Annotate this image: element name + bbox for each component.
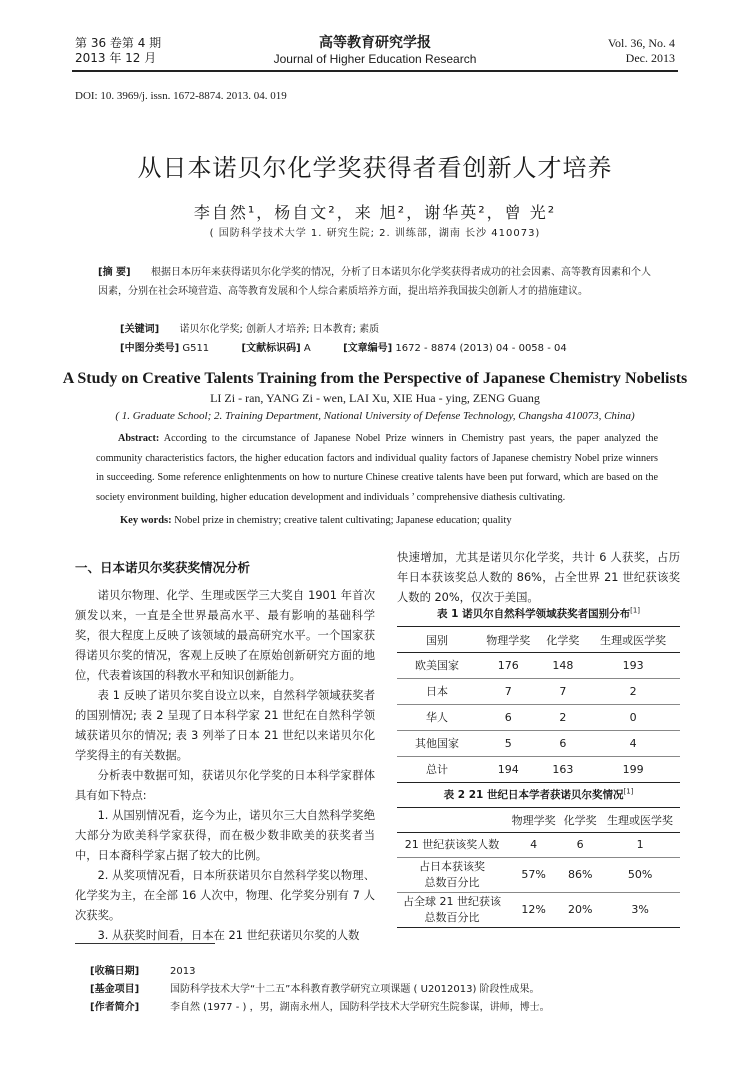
authors-en: LI Zi - ran, YANG Zi - wen, LAI Xu, XIE Hua - ying, ZENG Guang [210, 391, 540, 405]
footnote [90, 981, 550, 999]
keywords-en-label: Key words: [120, 515, 172, 526]
table-cell: 总计 [426, 762, 448, 776]
table-header-cell: 物理学奖 [477, 627, 539, 653]
table-cell: 86% [560, 858, 600, 893]
paper-title-en: A Study on Creative Talents Training from the Perspective of Japanese Chemistry Nobelists [62, 370, 688, 387]
header-rule [72, 70, 678, 72]
table-cell: 占日本获该奖 总数百分比 [397, 858, 507, 893]
footnote-text: 国防科学技术大学“十二五”本科教育教学研究立项课题 ( U2012013) 阶段性成果。 [170, 984, 540, 995]
clc-label: [中图分类号] [120, 343, 180, 354]
table-row [397, 705, 680, 731]
paper-title-cn: 从日本诺贝尔化学奖获得者看创新人才培养 [137, 154, 613, 182]
table-cell: 20% [567, 903, 593, 916]
table-cell: 其他国家 [397, 731, 477, 757]
journal-name-en: Journal of Higher Education Research [273, 52, 477, 66]
table-header-row [397, 808, 680, 833]
table-cell: 0 [586, 705, 680, 731]
volume-cn: 第 36 卷第 4 期 [75, 36, 162, 50]
table-row [397, 731, 680, 757]
footnote-label: [基金项目] [90, 984, 140, 995]
paragraph: 分析表中数据可知，获诺贝尔化学奖的日本科学家群体具有如下特点: [75, 769, 375, 802]
footnotes [90, 963, 550, 1017]
table-header-cell [397, 808, 507, 833]
table-cell: 2 [539, 705, 586, 731]
table-header-cell: 物理学奖 [507, 808, 560, 833]
table-cell: 21 世纪获该奖人数 [397, 833, 507, 858]
table-header-row [397, 627, 680, 653]
table-header-cell: 化学奖 [560, 808, 600, 833]
table-cell: 华人 [397, 705, 477, 731]
doi: DOI: 10. 3969/j. issn. 1672-8874. 2013. 04. 019 [75, 90, 287, 102]
keywords-cn-label: [关键词] [120, 324, 160, 335]
table-row [397, 833, 680, 858]
table1-caption: 表 1 诺贝尔自然科学领域获奖者国别分布[1] [436, 606, 641, 620]
table-cell: 7 [477, 679, 539, 705]
doc-code-value: A [303, 343, 311, 354]
date-en: Dec. 2013 [625, 51, 675, 65]
table-cell: 7 [539, 679, 586, 705]
footnote-text: 2013 [170, 966, 196, 977]
table-cell: 6 [560, 833, 600, 858]
paragraph: 1. 从国别情况看，迄今为止，诺贝尔三大自然科学奖绝大部分为欧美科学家获得，而在极少数非欧美的获奖者当中，日本裔科学家占据了较大的比例。 [75, 809, 375, 862]
paragraph: 3. 从获奖时间看，日本在 21 世纪获诺贝尔奖的人数 [97, 929, 360, 942]
table-cell: 1 [600, 833, 680, 858]
table-header-cell: 生理或医学奖 [586, 627, 680, 653]
table-cell: 193 [586, 653, 680, 679]
table2 [397, 807, 680, 928]
table2-citation: [1] [623, 787, 634, 796]
section-heading: 一、日本诺贝尔奖获奖情况分析 [75, 560, 251, 575]
abstract-en-label: Abstract: [118, 433, 160, 444]
keywords-cn [120, 320, 660, 335]
footnote-label: [收稿日期] [90, 966, 140, 977]
keywords-cn-text: 诺贝尔化学奖; 创新人才培养; 日本教育; 素质 [179, 324, 380, 335]
abstract-en [96, 429, 658, 507]
keywords-en [120, 515, 660, 526]
table-row [397, 653, 680, 679]
table-cell: 5 [477, 731, 539, 757]
date-cn: 2013 年 12 月 [75, 51, 157, 65]
table2-caption: 表 2 21 世纪日本学者获诺贝尔奖情况[1] [443, 787, 634, 801]
table-cell: 4 [507, 833, 560, 858]
table-cell: 6 [539, 731, 586, 757]
clc-value: G511 [182, 343, 210, 354]
abstract-cn-label: [摘 要] [98, 267, 131, 278]
table1-citation: [1] [630, 606, 641, 615]
keywords-en-text: Nobel prize in chemistry; creative talent cultivating; Japanese education; quality [174, 515, 512, 526]
right-column-text [397, 548, 680, 608]
table-cell: 占全球 21 世纪获该 总数百分比 [403, 895, 501, 924]
table-row [397, 757, 680, 783]
table1 [397, 626, 680, 783]
table-header-cell: 化学奖 [539, 627, 586, 653]
table-cell: 199 [622, 762, 644, 776]
header-right [608, 36, 675, 66]
table-cell: 57% [507, 858, 560, 893]
affiliation-en: ( 1. Graduate School; 2. Training Department, National University of Defense Technology, Changsha 410073, China) [115, 410, 635, 422]
table-cell: 2 [586, 679, 680, 705]
abstract-en-text: According to the circumstance of Japanese Nobel Prize winners in Chemistry past years, the paper analyzed the community characteristics factors, the higher education factors and individual quality factors of Japanese chemistry Nobel prize winners in succeeding. Some reference enlightenments on how to nurture Chinese creative talents have been put forward, which are based on the society environment building, higher education development and individuals ’ comprehensive diathesis cultivating. [96, 433, 659, 503]
abstract-cn [98, 263, 658, 301]
table-header-cell: 生理或医学奖 [600, 808, 680, 833]
table-cell: 163 [552, 762, 574, 776]
table-cell: 4 [586, 731, 680, 757]
table-cell: 176 [477, 653, 539, 679]
article-number-value: 1672 - 8874 (2013) 04 - 0058 - 04 [395, 343, 567, 354]
left-column [75, 586, 375, 946]
paragraph: 2. 从奖项情况看，日本所获诺贝尔自然科学奖以物理、化学奖为主，在全部 16 人次中，物理、化学奖分别有 7 人次获奖。 [75, 869, 375, 922]
table-cell: 148 [539, 653, 586, 679]
journal-name-cn: 高等教育研究学报 [319, 35, 431, 51]
table-cell: 12% [521, 903, 546, 916]
footnote-label: [作者简介] [90, 1002, 140, 1013]
paragraph: 表 1 反映了诺贝尔奖自设立以来，自然科学领域获奖者的国别情况; 表 2 呈现了日本科学家 21 世纪在自然科学领域获诺贝尔的情况; 表 3 列举了日本 21 世纪以来诺贝尔化学奖得主的有关数据。 [75, 689, 375, 762]
table-cell: 3% [631, 903, 649, 916]
footnote-rule [75, 943, 215, 944]
affiliation-cn: ( 国防科学技术大学 1. 研究生院; 2. 训练部，湖南 长沙 410073) [209, 228, 541, 239]
table-row [397, 679, 680, 705]
table-header-cell: 国别 [397, 627, 477, 653]
table2-block [397, 787, 680, 928]
abstract-cn-text: 根据日本历年来获得诺贝尔化学奖的情况，分析了日本诺贝尔化学奖获得者成功的社会因素、高等教育因素和个人因素，分别在社会环境营造、高等教育发展和个人综合素质培养方面，提出培养我国拔尖创新人才的措施建议。 [98, 267, 651, 297]
table-row [397, 893, 680, 928]
paragraph: 诺贝尔物理、化学、生理或医学三大奖自 1901 年首次颁发以来，一直是全世界最高水平、最有影响的基础科学奖，很大程度上反映了该领域的最高研究水平。一个国家获得诺贝尔奖的情况，客观上反映了在原始创新研究方面的地位，代表着该国的科教水平和知识创新能力。 [75, 589, 375, 682]
paragraph: 快速增加，尤其是诺贝尔化学奖，共计 6 人获奖，占历年日本获该奖总人数的 86%，占全世界 21 世纪获该奖人数的 20%，仅次于美国。 [397, 551, 680, 604]
table-cell: 6 [477, 705, 539, 731]
table-row [397, 858, 680, 893]
table-cell: 194 [497, 762, 519, 776]
authors-cn: 李自然¹，杨自文²，来 旭²，谢华英²，曾 光² [193, 203, 557, 222]
table-cell: 日本 [397, 679, 477, 705]
table-cell: 50% [600, 858, 680, 893]
doc-code-label: [文献标识码] [241, 343, 301, 354]
table-cell: 欧美国家 [397, 653, 477, 679]
footnote [90, 999, 550, 1017]
footnote [90, 963, 550, 981]
classification-line [120, 339, 680, 354]
volume-en: Vol. 36, No. 4 [607, 36, 675, 50]
table1-block [397, 606, 680, 783]
article-number-label: [文章编号] [343, 343, 393, 354]
footnote-text: 李自然 (1977 - ) ，男，湖南永州人，国防科学技术大学研究生院参谋，讲师，博士。 [170, 1002, 550, 1013]
